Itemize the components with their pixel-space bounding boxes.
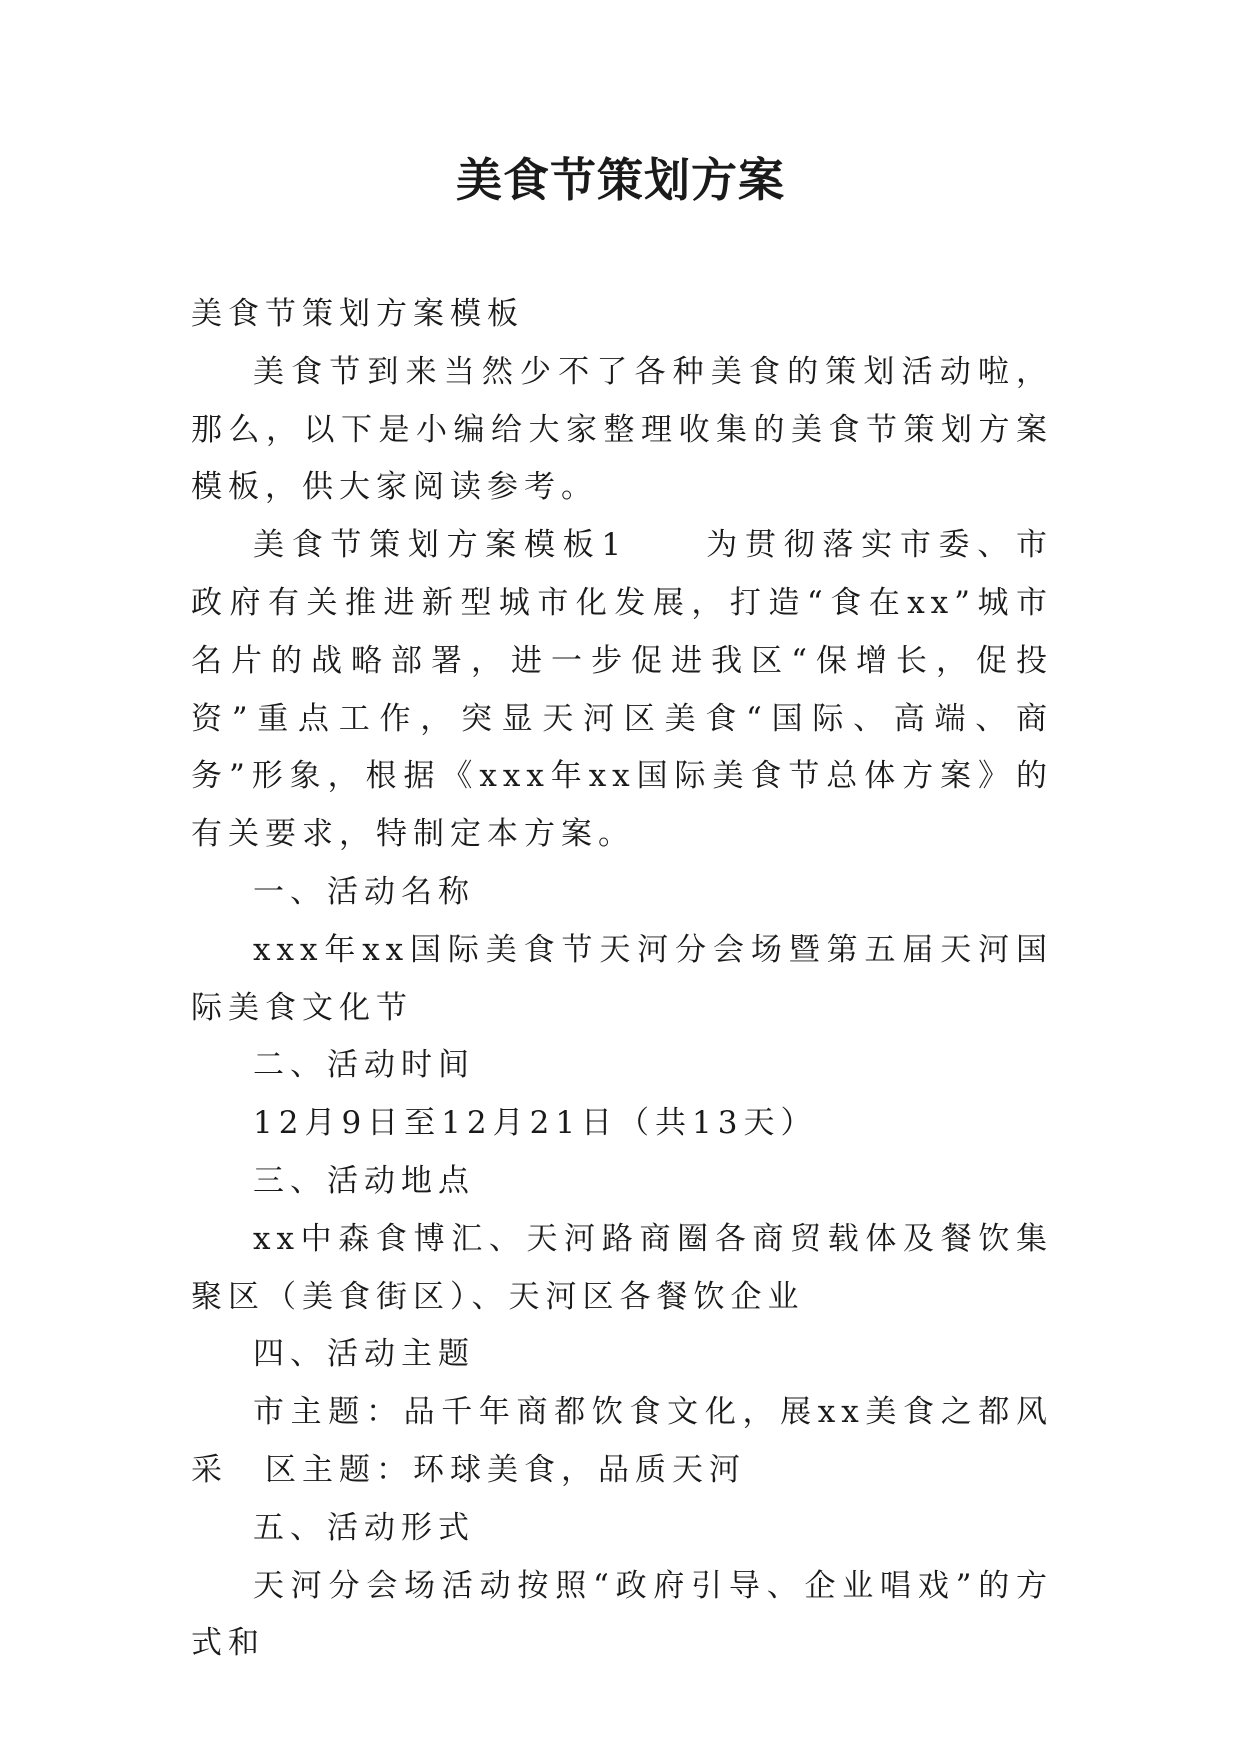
- paragraph-activity-name: xxx年xx国际美食节天河分会场暨第五届天河国际美食文化节: [191, 931, 1053, 1026]
- paragraph-activity-theme: 市主题：品千年商都饮食文化，展xx美食之都风采 区主题：环球美食，品质天河: [191, 1394, 1053, 1488]
- section-heading-activity-form: 五、活动形式: [253, 1509, 475, 1546]
- section-heading-activity-theme: 四、活动主题: [253, 1336, 475, 1373]
- paragraph-template-1: 美食节策划方案模板1 为贯彻落实市委、市政府有关推进新型城市化发展，打造“食在xx”城市名片的战略部署，进一步促进我区“保增长，促投资”重点工作，突显天河区美食“国际、高端、商务”形象，根据《xxx年xx国际美食节总体方案》的有关要求，特制定本方案。: [191, 527, 1053, 853]
- paragraph-subtitle: 美食节策划方案模板: [191, 296, 524, 332]
- paragraph-intro: 美食节到来当然少不了各种美食的策划活动啦，那么，以下是小编给大家整理收集的美食节策划方案模板，供大家阅读参考。: [191, 353, 1053, 506]
- paragraph-activity-time: 12月9日至12月21日（共13天）: [253, 1105, 818, 1142]
- paragraph-activity-form: 天河分会场活动按照“政府引导、企业唱戏”的方式和: [191, 1567, 1053, 1662]
- section-heading-activity-name: 一、活动名称: [253, 873, 475, 910]
- document-body: [191, 286, 1053, 1673]
- section-heading-activity-location: 三、活动地点: [253, 1162, 475, 1199]
- document-title: 美食节策划方案: [456, 153, 785, 207]
- paragraph-activity-location: xx中森食博汇、天河路商圈各商贸载体及餐饮集聚区（美食街区）、天河区各餐饮企业: [191, 1220, 1053, 1315]
- section-heading-activity-time: 二、活动时间: [253, 1047, 475, 1084]
